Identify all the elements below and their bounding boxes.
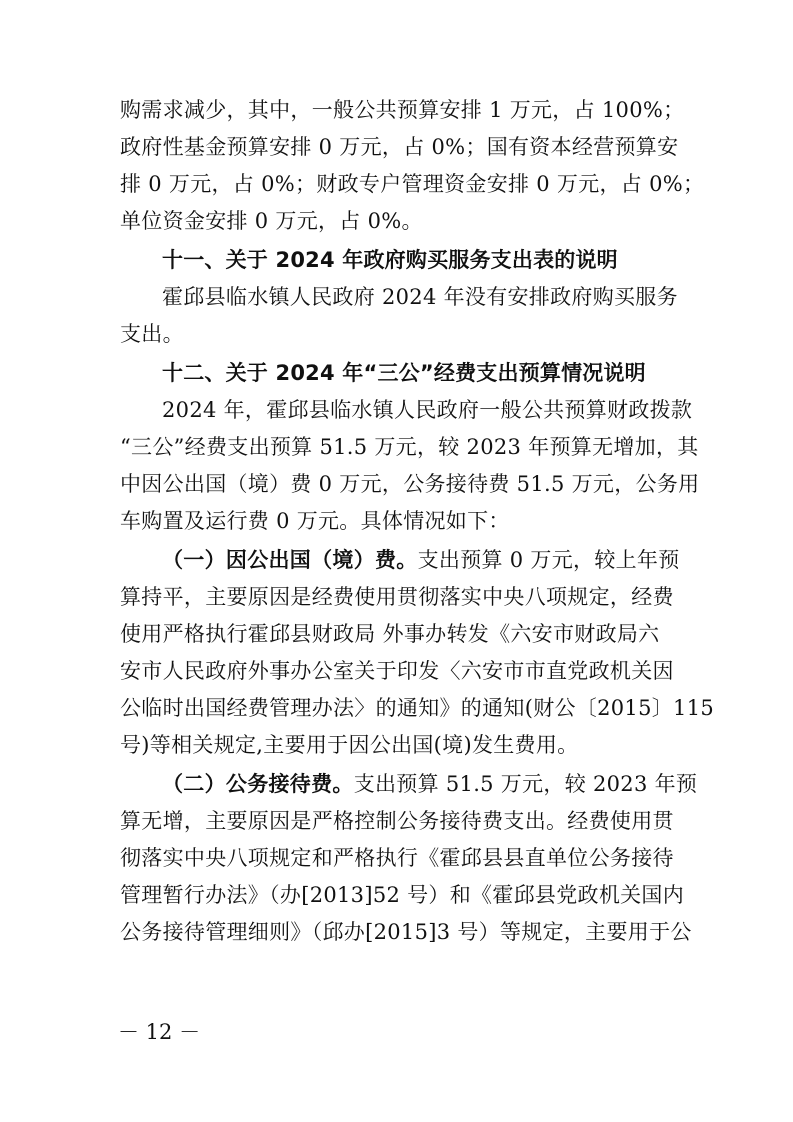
paragraph-line: 公务接待管理细则》（邱办[2015]3 号）等规定，主要用于公 [120,920,692,944]
paragraph-line: “三公”经费支出预算 51.5 万元，较 2023 年预算无增加，其 [120,435,699,459]
paragraph-line: 彻落实中央八项规定和严格执行《霍邱县县直单位公务接待 [120,846,674,870]
section-12-heading: 十二、关于 2024 年“三公”经费支出预算情况说明 [162,361,646,385]
item-1-title: （一）因公出国（境）费。 [162,548,418,572]
item-1-text: 支出预算 0 万元，较上年预 [417,548,680,572]
item-1-first-line [120,542,680,579]
document-body [120,92,715,951]
paragraph-line: 政府性基金预算安排 0 万元，占 0%；国有资本经营预算安 [120,135,679,159]
paragraph-line: 车购置及运行费 0 万元。具体情况如下： [120,509,510,533]
paragraph-line: 算持平，主要原因是经费使用贯彻落实中央八项规定，经费 [120,585,674,609]
paragraph-line: 安市人民政府外事办公室关于印发〈六安市市直党政机关因 [120,659,674,683]
paragraph-line: 使用严格执行霍邱县财政局 外事办转发《六安市财政局六 [120,622,660,646]
paragraph-line: 公临时出国经费管理办法〉的通知》的通知(财公〔2015〕115 [120,696,715,720]
section-11-heading: 十一、关于 2024 年政府购买服务支出表的说明 [162,248,618,272]
paragraph-line: 霍邱县临水镇人民政府 2024 年没有安排政府购买服务 [162,285,678,309]
paragraph-line: 算无增，主要原因是严格控制公务接待费支出。经费使用贯 [120,809,674,833]
paragraph-line: 购需求减少，其中，一般公共预算安排 1 万元，占 100%； [120,98,685,122]
paragraph-line: 支出。 [120,322,184,346]
item-2-text: 支出预算 51.5 万元，较 2023 年预 [353,772,698,796]
page-number: － 12 － [118,1020,201,1044]
paragraph-line: 2024 年，霍邱县临水镇人民政府一般公共预算财政拨款 [162,398,693,422]
paragraph-line: 管理暂行办法》（办[2013]52 号）和《霍邱县党政机关国内 [120,883,685,907]
item-2-title: （二）公务接待费。 [162,772,354,796]
paragraph-line: 中因公出国（境）费 0 万元，公务接待费 51.5 万元，公务用 [120,472,700,496]
item-2-first-line [120,766,698,803]
paragraph-line: 号)等相关规定,主要用于因公出国(境)发生费用。 [120,733,579,757]
paragraph-line: 单位资金安排 0 万元，占 0%。 [120,209,423,233]
paragraph-line: 排 0 万元，占 0%；财政专户管理资金安排 0 万元，占 0%； [120,172,705,196]
